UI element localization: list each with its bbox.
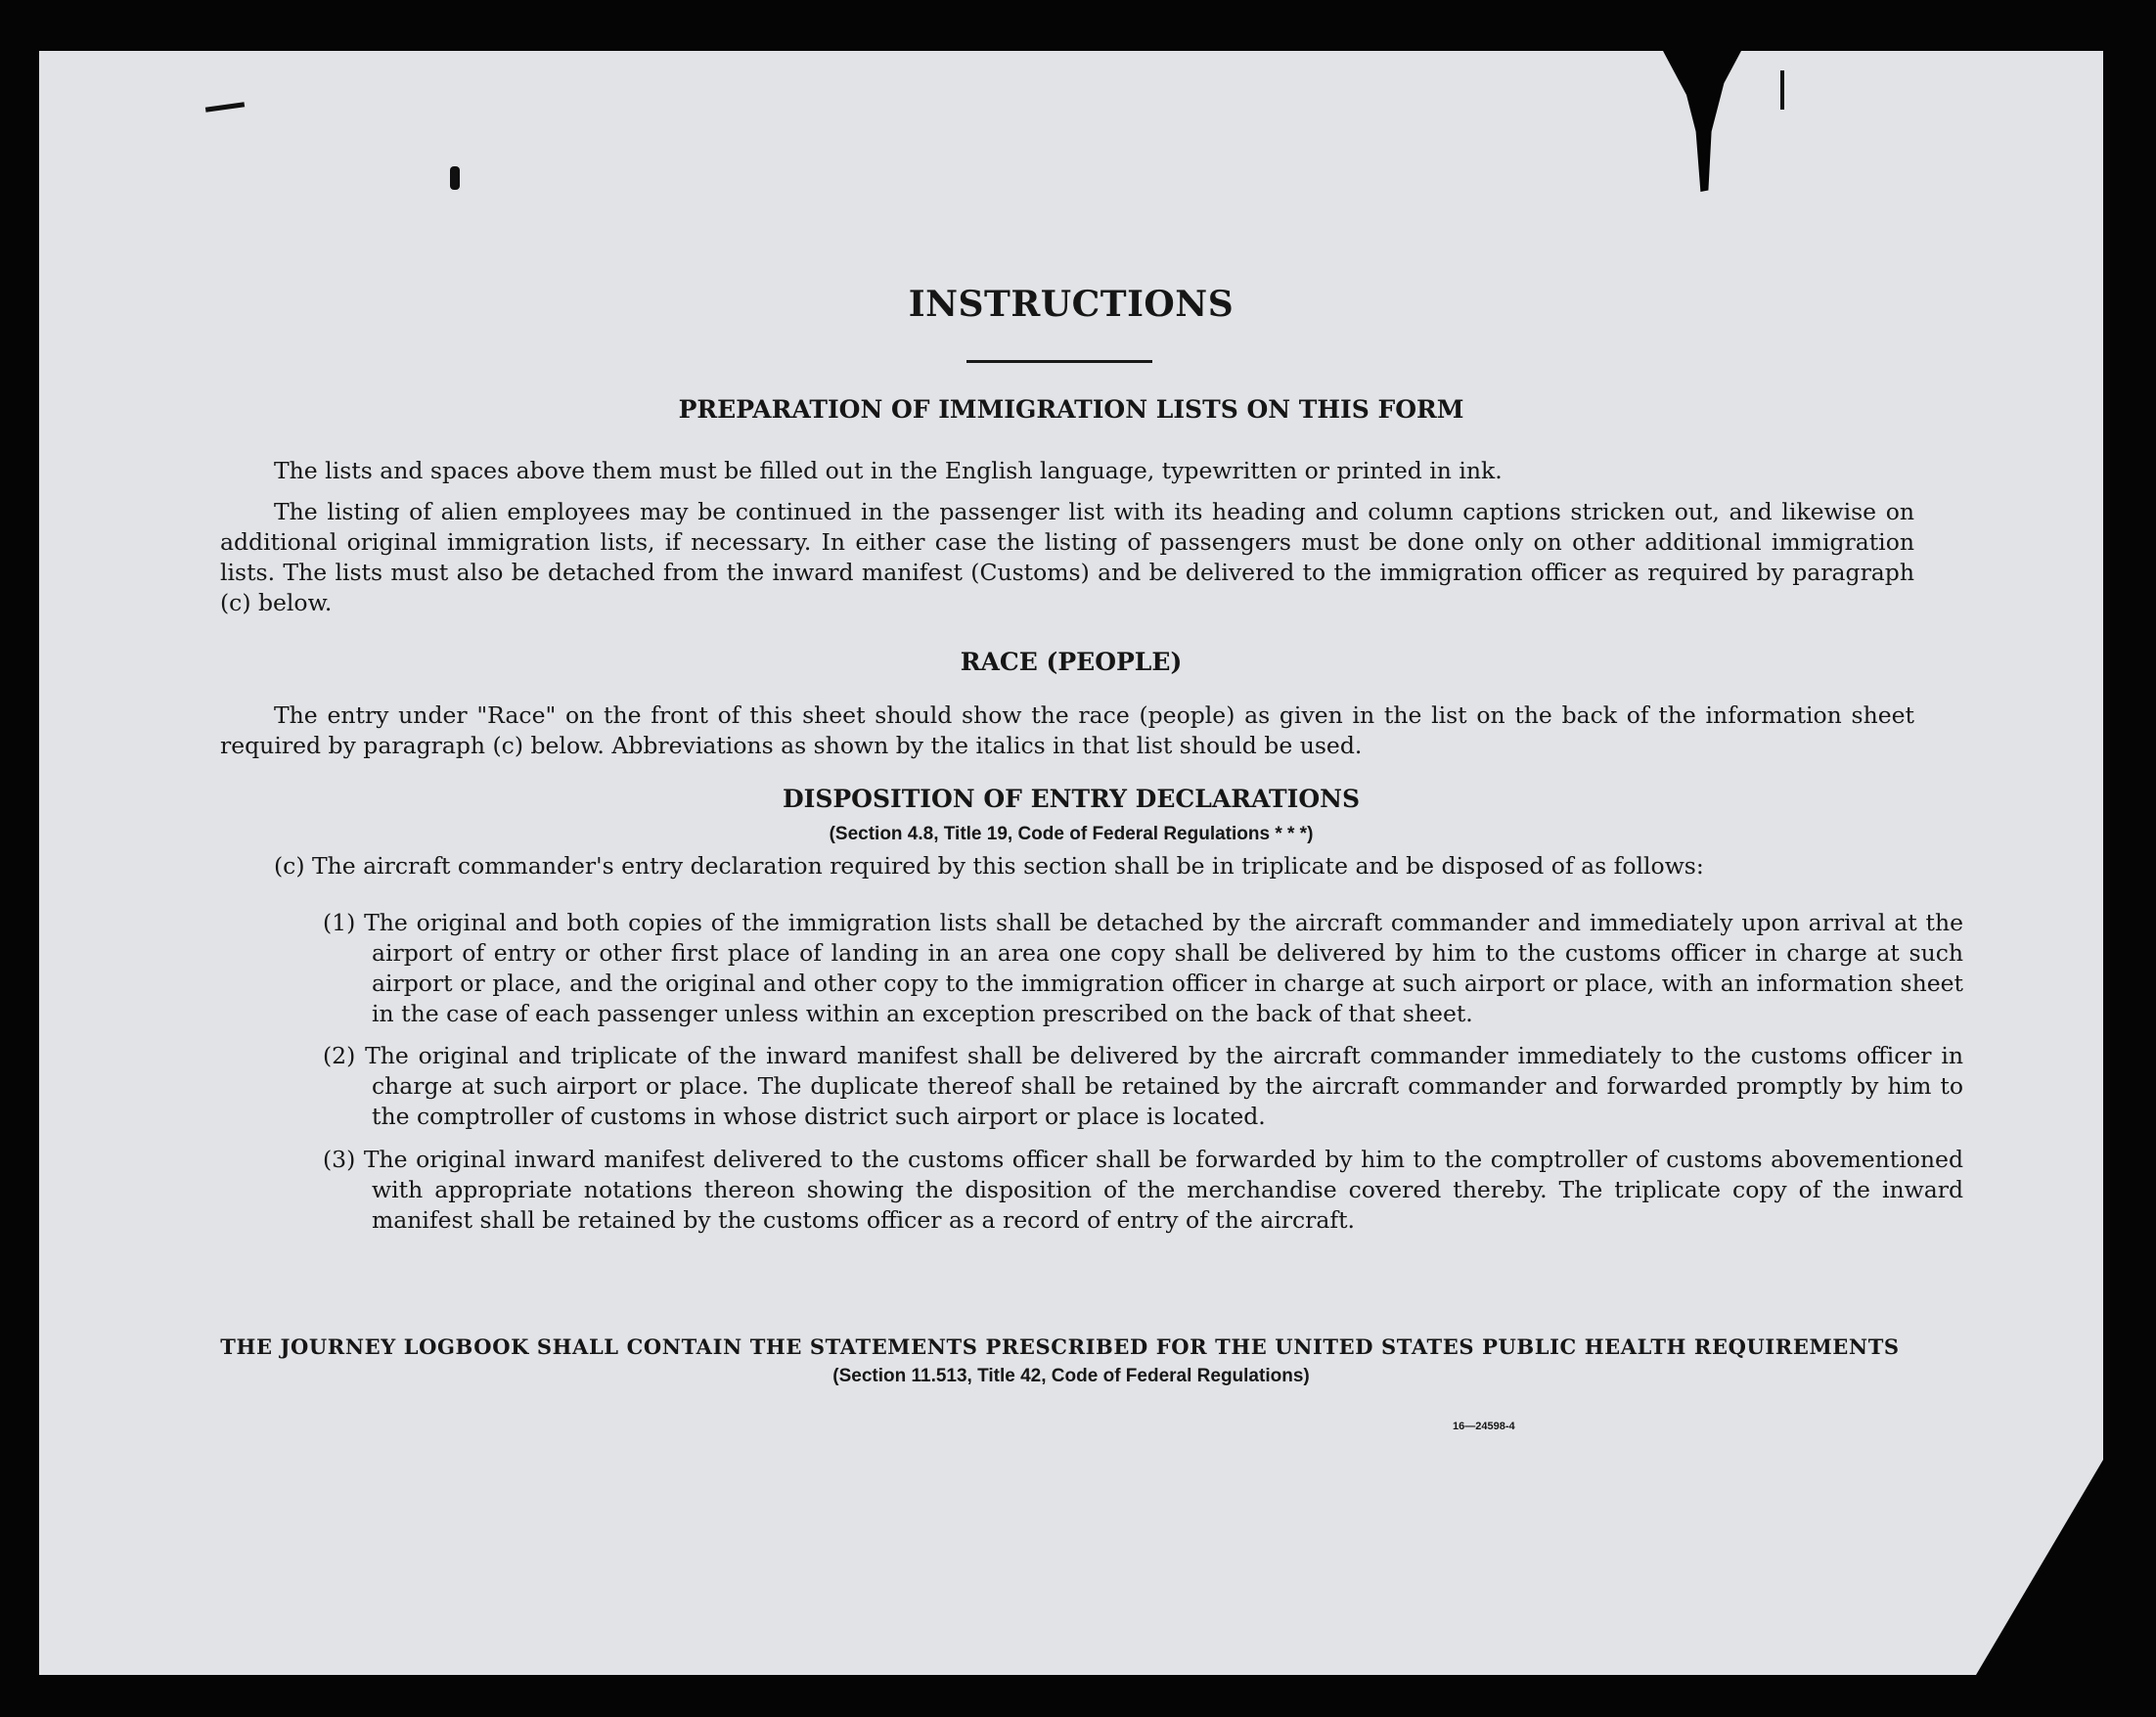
folded-corner (1976, 1460, 2103, 1675)
form-code: 16—24598-4 (1453, 1421, 1515, 1432)
preparation-heading: PREPARATION OF IMMIGRATION LISTS ON THIS FORM (678, 395, 1464, 424)
disposition-item-2: (2) The original and triplicate of the inward manifest shall be delivered by the aircraft commander immediately to the customs officer in charge at such airport or place. The duplicate thereof shall be retained by the aircraft commander and forwarded promptly by him to the comptroller of customs in whose district such airport or place is located. (323, 1042, 1963, 1130)
page-title: INSTRUCTIONS (908, 284, 1235, 325)
paper-tear (1663, 51, 1741, 198)
race-heading: RACE (PEOPLE) (960, 648, 1183, 676)
ink-speck (450, 166, 460, 190)
race-paragraph: The entry under "Race" on the front of this sheet should show the race (people) as given in the list on the back of the information sheet required by paragraph (c) below. Abbreviations as shown by the italics in that list should be used. (220, 701, 1914, 759)
disposition-heading: DISPOSITION OF ENTRY DECLARATIONS (782, 785, 1361, 813)
preparation-paragraph-1: The lists and spaces above them must be filled out in the English language, typewritten or printed in ink. (274, 457, 1503, 484)
disposition-item-1: (1) The original and both copies of the immigration lists shall be detached by the aircraft commander and immediately upon arrival at the airport of entry or other first place of landing in an area one copy shall be delivered by him to the customs officer in charge at such airport or place, and the original and other copy to the immigration officer in charge at such airport or place, with an information sheet in the case of each passenger unless within an exception prescribed on the back of that sheet. (323, 909, 1963, 1027)
ink-speck (1780, 70, 1784, 110)
preparation-paragraph-2: The listing of alien employees may be continued in the passenger list with its heading and column captions stricken out, and likewise on additional original immigration lists, if necessary. In either case the listing of passengers must be done only on other additional immigration lists. The lists must also be detached from the inward manifest (Customs) and be delivered to the immigration officer as required by paragraph (c) below. (220, 498, 1914, 616)
title-divider (966, 360, 1152, 363)
document-page (39, 51, 2103, 1675)
disposition-item-3: (3) The original inward manifest delivered to the customs officer shall be forwarded by him to the comptroller of customs abovementioned with appropriate notations thereon showing the disposition of the merchandise covered thereby. The triplicate copy of the inward manifest shall be retained by the customs officer as a record of entry of the aircraft. (323, 1146, 1963, 1234)
disposition-subheading: (Section 4.8, Title 19, Code of Federal Regulations * * *) (829, 824, 1314, 844)
ink-speck (205, 102, 245, 113)
public-health-citation: (Section 11.513, Title 42, Code of Federal Regulations) (832, 1366, 1310, 1386)
public-health-statement: THE JOURNEY LOGBOOK SHALL CONTAIN THE STATEMENTS PRESCRIBED FOR THE UNITED STATES PUBLIC HEALTH REQUIREMENTS (220, 1334, 1900, 1359)
disposition-intro: (c) The aircraft commander's entry declaration required by this section shall be in triplicate and be disposed of as follows: (274, 852, 1704, 880)
